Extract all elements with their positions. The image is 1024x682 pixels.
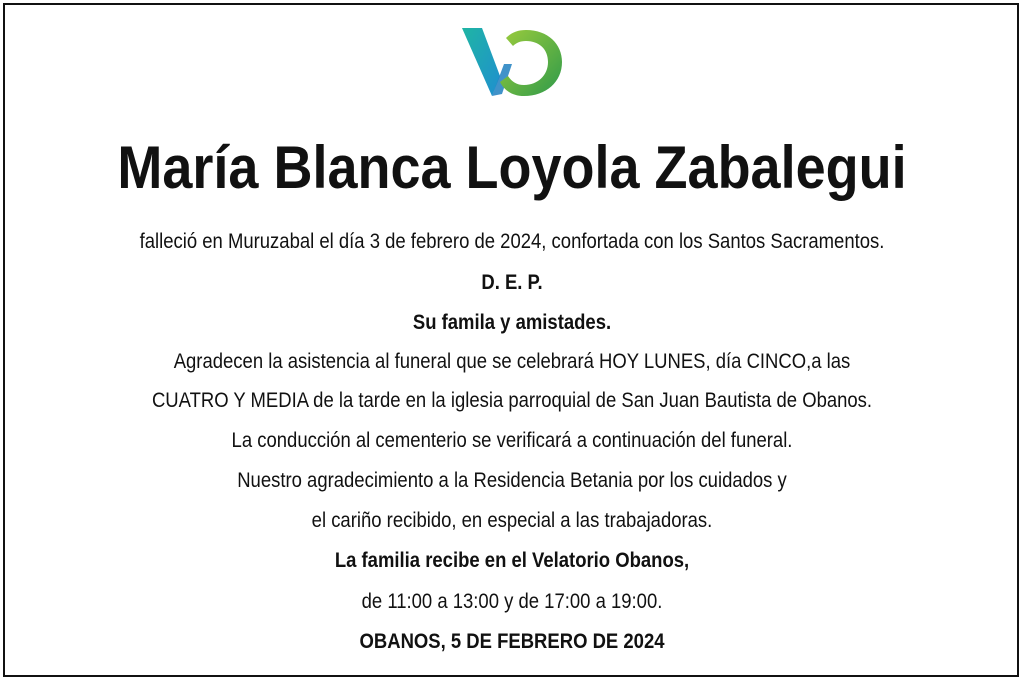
- thanks-line-2: el cariño recibido, en especial a las trabajadoras.: [311, 509, 713, 532]
- thanks-line-1: Nuestro agradecimiento a la Residencia Betania por los cuidados y: [237, 469, 787, 492]
- vo-logo-icon: [460, 24, 566, 100]
- dep-line: D. E. P.: [481, 271, 543, 294]
- death-line: falleció en Muruzabal el día 3 de febrero de 2024, confortada con los Santos Sacramentos.: [139, 230, 885, 253]
- hours-line: de 11:00 a 13:00 y de 17:00 a 19:00.: [361, 590, 663, 613]
- cemetery-line: La conducción al cementerio se verificará a continuación del funeral.: [231, 429, 793, 452]
- funeral-line-2: CUATRO Y MEDIA de la tarde en la iglesia parroquial de San Juan Bautista de Obanos.: [151, 389, 873, 412]
- place-date-line: OBANOS, 5 DE FEBRERO DE 2024: [359, 630, 665, 653]
- velatorio-line: La familia recibe en el Velatorio Obanos,: [334, 549, 690, 572]
- family-line: Su famila y amistades.: [412, 311, 612, 334]
- funeral-line-1: Agradecen la asistencia al funeral que se celebrará HOY LUNES, día CINCO,a las: [173, 350, 851, 373]
- deceased-name: María Blanca Loyola Zabalegui: [117, 134, 907, 201]
